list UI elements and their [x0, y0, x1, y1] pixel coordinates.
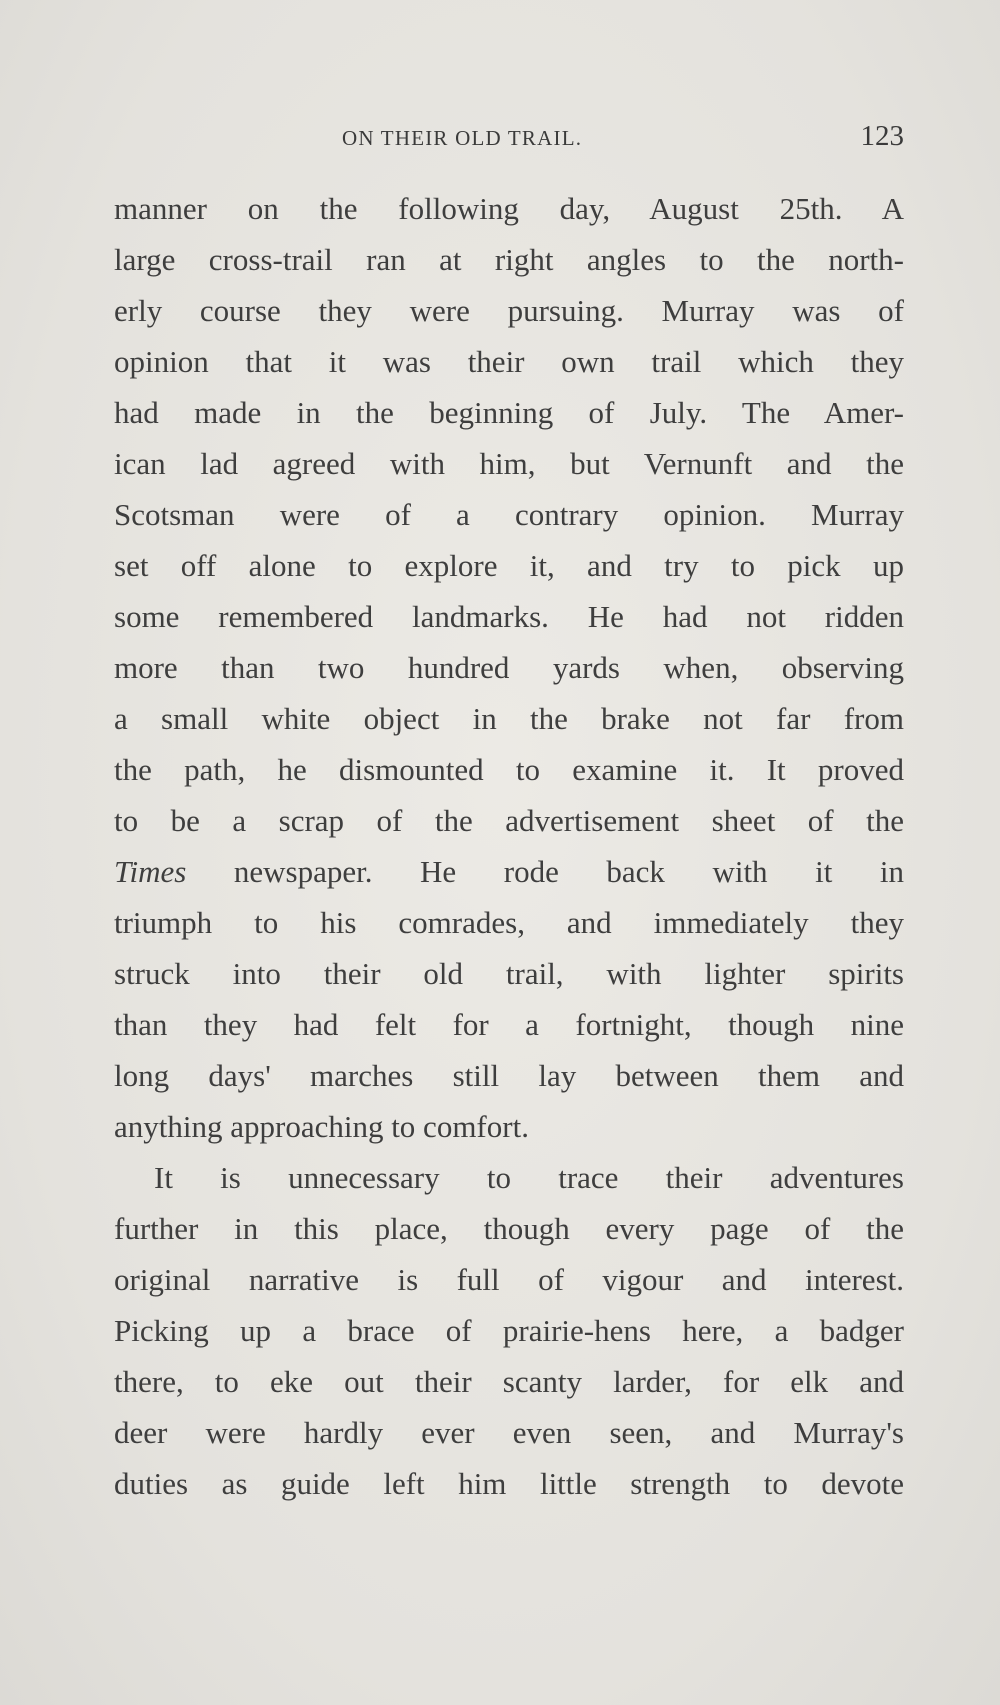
text-line: the path, he dismounted to examine it. It proved — [114, 752, 904, 787]
text-line-italic — [114, 846, 904, 897]
text-line: some remembered landmarks. He had not ridden — [114, 599, 904, 634]
text-line: Picking up a brace of prairie-hens here, a badger — [114, 1313, 904, 1348]
text-line: struck into their old trail, with lighter spirits — [114, 956, 904, 991]
paragraph-1 — [114, 183, 904, 1152]
text-line: more than two hundred yards when, observing — [114, 650, 904, 685]
running-title: ON THEIR OLD TRAIL. — [342, 126, 583, 150]
text-line: set off alone to explore it, and try to pick up — [114, 548, 904, 583]
text-line: long days' marches still lay between them and — [114, 1058, 904, 1093]
text-line: manner on the following day, August 25th. A — [114, 191, 904, 226]
running-head — [114, 120, 904, 160]
paragraph-2 — [114, 1152, 904, 1509]
text-line: had made in the beginning of July. The Amer- — [114, 395, 904, 430]
text-line: Scotsman were of a contrary opinion. Murray — [114, 497, 904, 532]
body-text — [114, 183, 904, 1509]
text-line: large cross-trail ran at right angles to the north- — [114, 242, 904, 277]
text-line: It is unnecessary to trace their adventures — [154, 1160, 904, 1195]
text-line: original narrative is full of vigour and interest. — [114, 1262, 904, 1297]
text-line: anything approaching to comfort. — [114, 1109, 529, 1144]
italic-word: Times — [114, 854, 187, 889]
text-line: further in this place, though every page of the — [114, 1211, 904, 1246]
text-line: erly course they were pursuing. Murray was of — [114, 293, 904, 328]
text-line: than they had felt for a fortnight, though nine — [114, 1007, 904, 1042]
text-line: opinion that it was their own trail which they — [114, 344, 904, 379]
text-line: there, to eke out their scanty larder, for elk and — [114, 1364, 904, 1399]
text-line: deer were hardly ever even seen, and Murray's — [114, 1415, 904, 1450]
text-line: duties as guide left him little strength to devote — [114, 1466, 904, 1501]
text-line: ican lad agreed with him, but Vernunft and the — [114, 446, 904, 481]
text-line: a small white object in the brake not far from — [114, 701, 904, 736]
text-line: to be a scrap of the advertisement sheet of the — [114, 803, 904, 838]
italic-line-rest: newspaper. He rode back with it in — [186, 854, 904, 889]
text-line: triumph to his comrades, and immediately they — [114, 905, 904, 940]
page-number: 123 — [860, 120, 904, 152]
